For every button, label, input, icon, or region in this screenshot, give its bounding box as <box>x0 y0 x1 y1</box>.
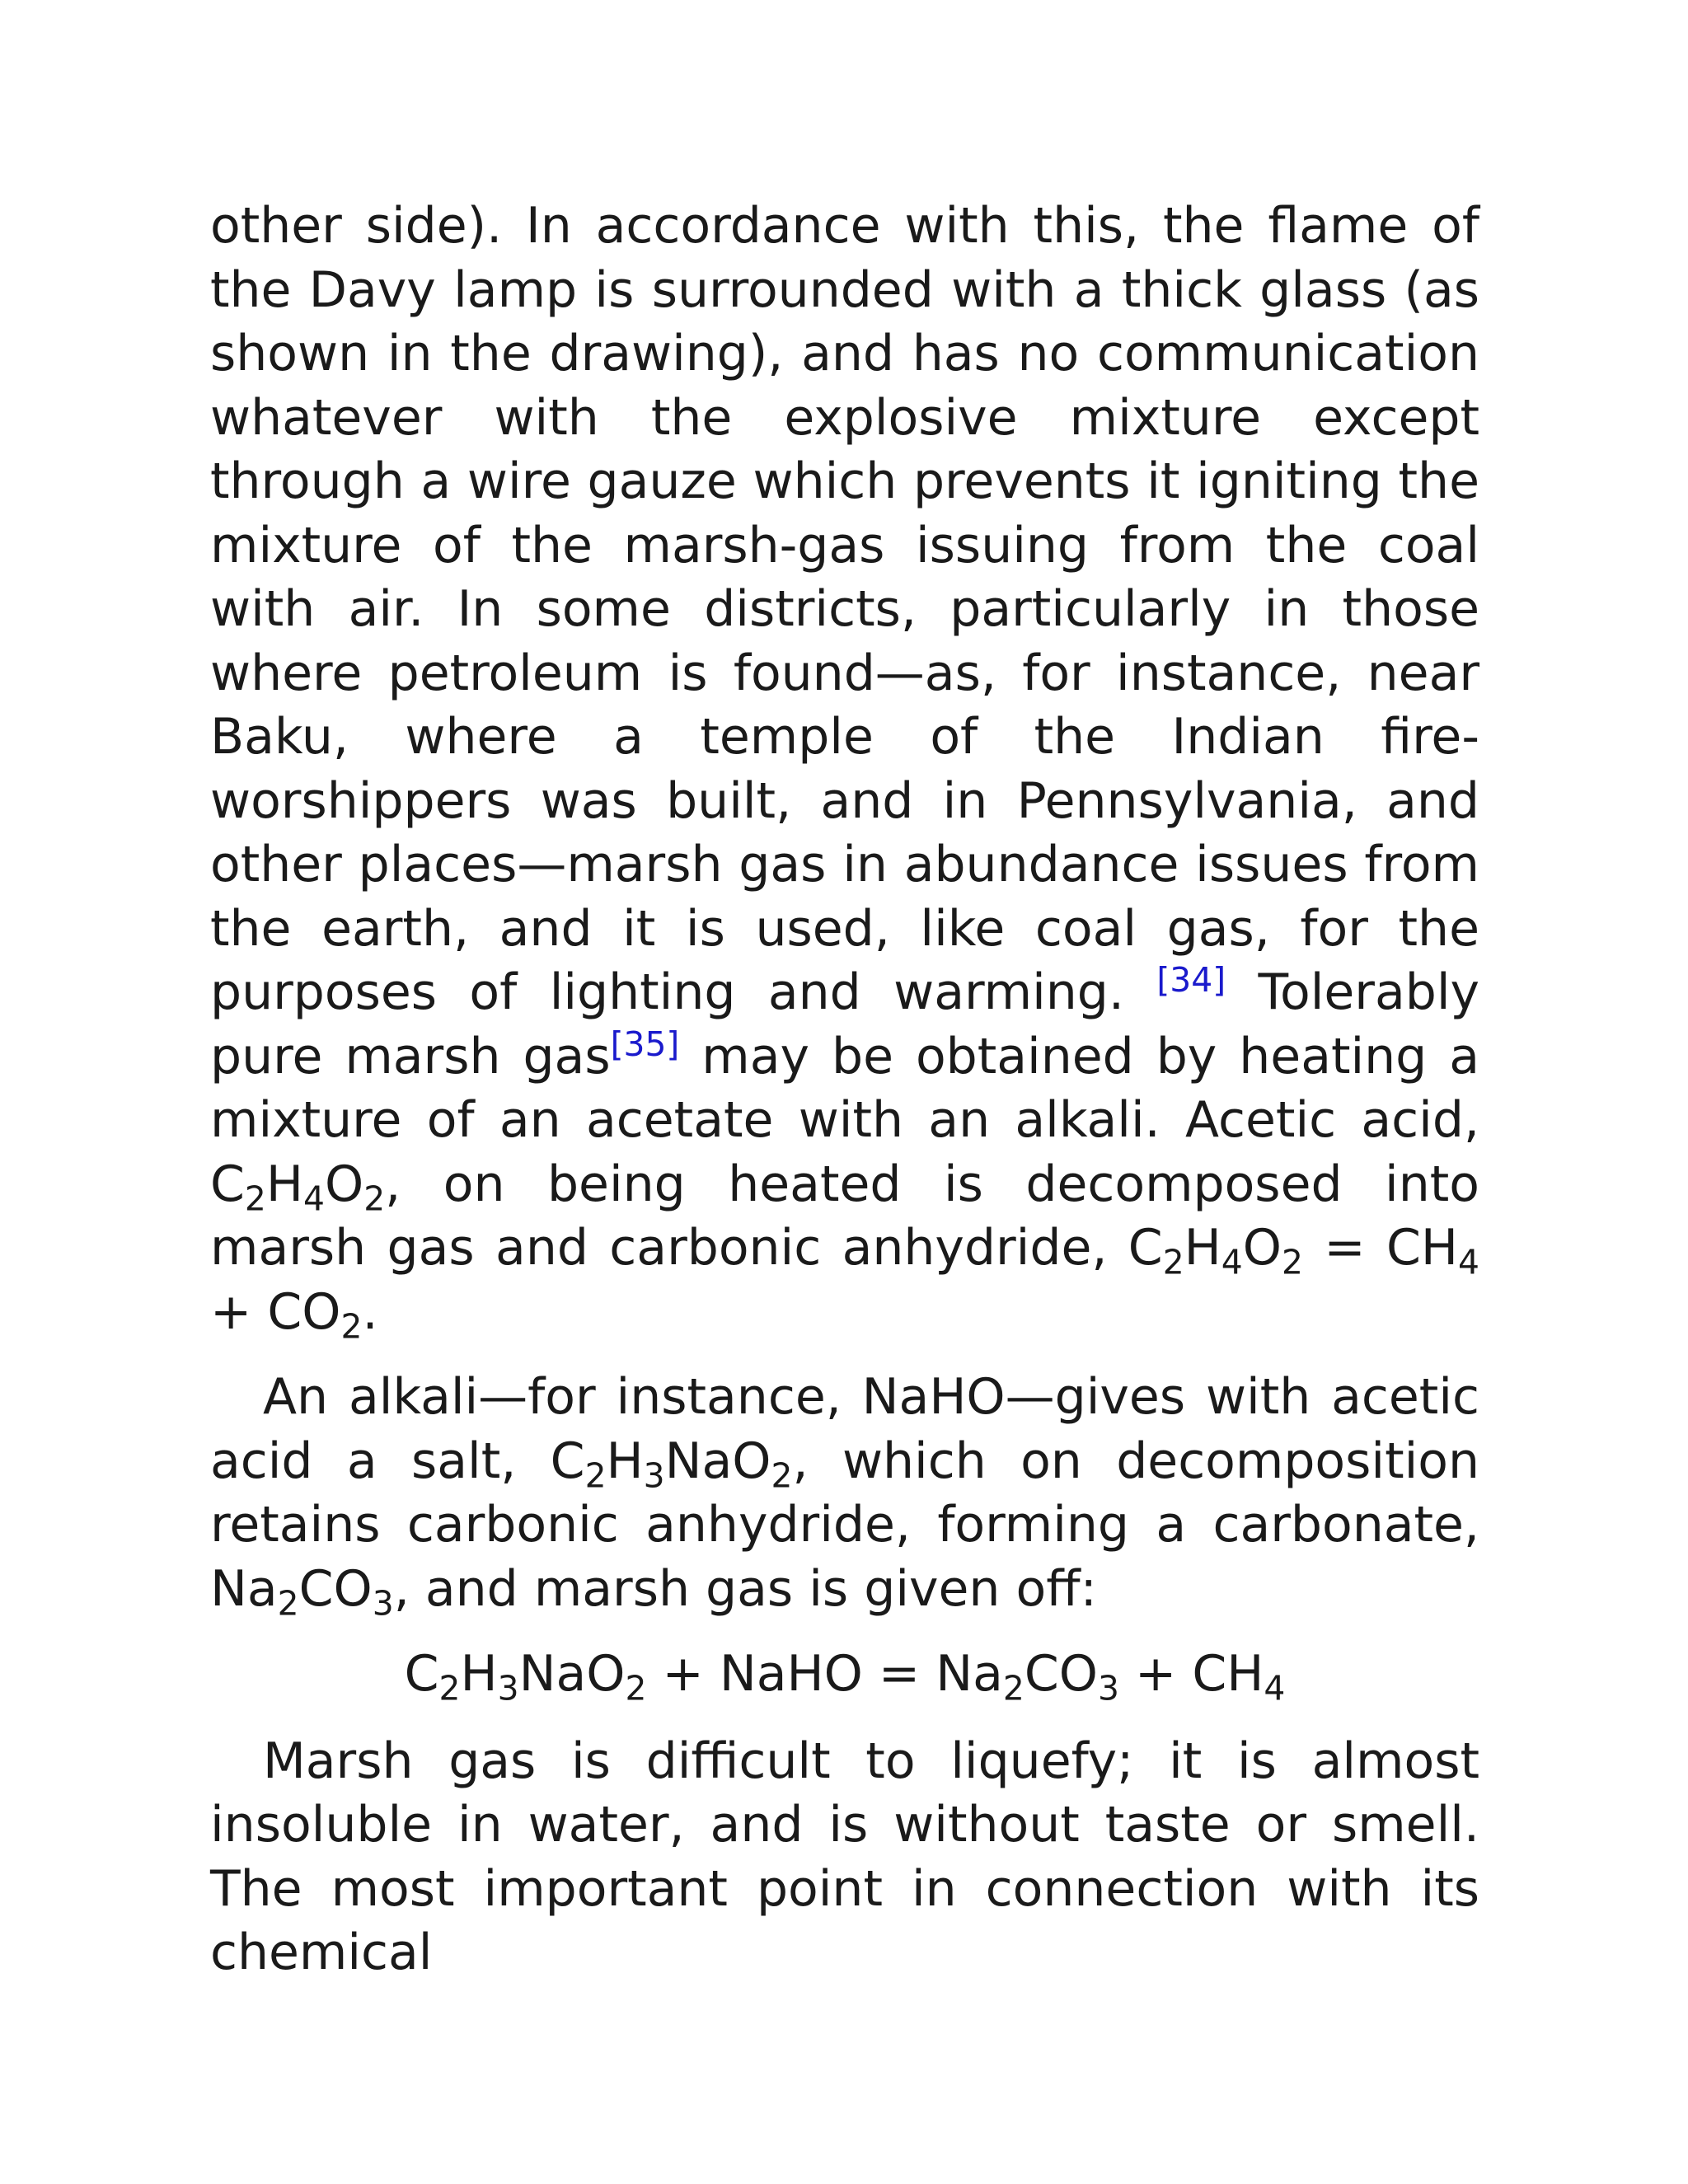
subscript: 4 <box>1221 1242 1243 1282</box>
page-content <box>210 194 1479 1985</box>
subscript: 3 <box>497 1668 519 1708</box>
formula-part: NaO <box>518 1645 626 1703</box>
footnote-ref-34[interactable] <box>1156 960 1226 1000</box>
subscript: 2 <box>1002 1668 1025 1708</box>
formula-part: O <box>1242 1219 1282 1277</box>
formula-part: H <box>606 1432 644 1490</box>
footnote-link-34[interactable]: [34] <box>1156 959 1226 1000</box>
subscript: 2 <box>244 1178 266 1218</box>
footnote-ref-35[interactable] <box>611 1024 680 1063</box>
subscript: 2 <box>438 1668 461 1708</box>
formula-part: H <box>460 1645 498 1703</box>
paragraph-2-text-1: An alkali—for instance, NaHO—gives with acetic acid a salt, C <box>210 1368 1479 1490</box>
formula-part: H <box>265 1155 303 1213</box>
formula-part: CO <box>298 1559 373 1618</box>
paragraph-1-text-4: , on being heated is decomposed into marsh gas and carbonic anhydride, C <box>210 1155 1479 1277</box>
formula-part: O <box>324 1155 364 1213</box>
subscript: 2 <box>1162 1242 1184 1282</box>
formula-part: CO <box>1024 1645 1099 1703</box>
subscript: 3 <box>1098 1668 1119 1708</box>
formula-part: H <box>1184 1219 1221 1277</box>
formula-part: NaO <box>664 1432 771 1490</box>
subscript: 3 <box>643 1455 665 1495</box>
subscript: 2 <box>363 1178 386 1218</box>
paragraph-1 <box>210 194 1479 1344</box>
subscript: 2 <box>1282 1242 1303 1282</box>
paragraph-2-text-3: , and marsh gas is given off: <box>393 1559 1097 1618</box>
paragraph-2 <box>210 1366 1479 1621</box>
paragraph-1-text-1: other side). In accordance with this, the flame of the Davy lamp is surrounded with a thick glass (as shown in the drawing), and has no communication whatever with the explosive mixture except through a wire gauze which prevents it igniting the mixture of the marsh-gas issuing from the coal with air. In some districts, particularly in those where petroleum is found—as, for instance, near Baku, where a temple of the Indian fire-worshippers was built, and in Pennsylvania, and other places—marsh gas in abundance issues from the earth, and it is used, like coal gas, for the purposes of lighting and warming. <box>210 197 1479 1021</box>
paragraph-3: Marsh gas is difficult to liquefy; it is almost insoluble in water, and is without taste or smell. The most important point in connection with its chemical <box>210 1732 1479 1981</box>
subscript: 2 <box>584 1455 607 1495</box>
paragraph-1-text-2: Tolerably pure marsh gas <box>210 963 1479 1085</box>
subscript: 2 <box>277 1582 299 1623</box>
formula-part: + NaHO = Na <box>646 1645 1003 1703</box>
subscript: 4 <box>1264 1668 1286 1708</box>
formula-part: = CH <box>1302 1219 1459 1277</box>
formula-part: + CH <box>1118 1645 1264 1703</box>
subscript: 4 <box>1458 1242 1479 1282</box>
subscript: 3 <box>372 1582 394 1623</box>
subscript: 4 <box>303 1178 325 1218</box>
paragraph-1-text-3: may be obtained by heating a mixture of an acetate with an alkali. Acetic acid, C <box>210 1027 1479 1213</box>
subscript: 2 <box>340 1305 363 1346</box>
subscript: 2 <box>771 1455 793 1495</box>
chemical-equation <box>210 1643 1479 1707</box>
formula-part: . <box>362 1282 378 1341</box>
paragraph-2-text-2: , which on decomposition retains carbonic anhydride, forming a carbonate, Na <box>210 1432 1479 1618</box>
footnote-link-35[interactable]: [35] <box>610 1024 680 1064</box>
formula-part: + CO <box>210 1282 341 1341</box>
subscript: 2 <box>625 1668 647 1708</box>
formula-part: C <box>404 1645 439 1703</box>
